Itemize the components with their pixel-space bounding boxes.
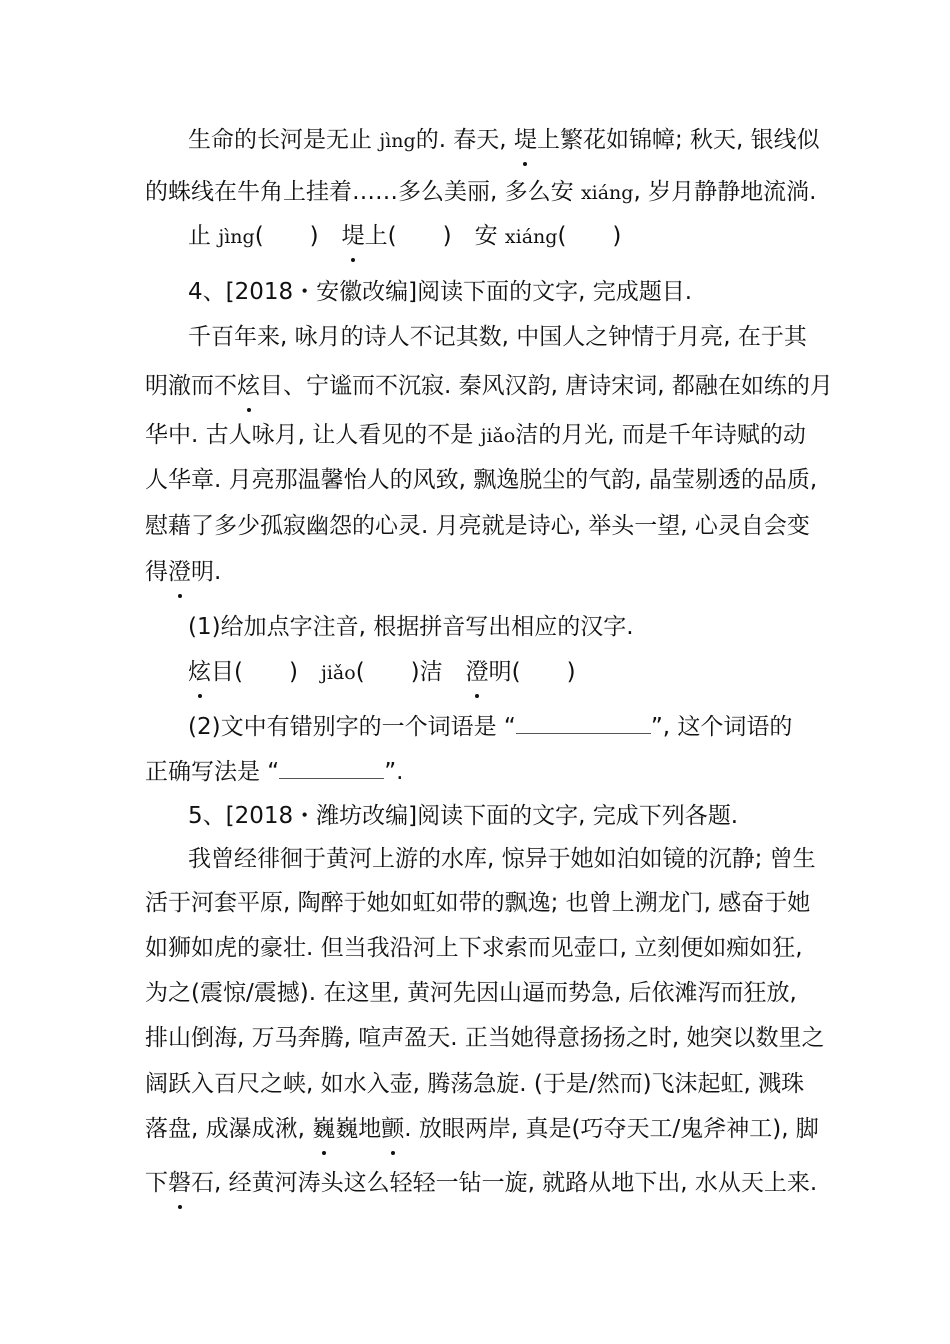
answer-blank[interactable]: ( ) [557, 223, 622, 249]
dotted-character: 炫 [188, 659, 211, 685]
dotted-character: 颤 [381, 1116, 405, 1142]
answer-line [188, 657, 576, 688]
dotted-character: 堤 [341, 223, 365, 249]
passage-line: 千百年来, 咏月的诗人不记其数, 中国人之钟情于月亮, 在于其 [188, 324, 807, 350]
dotted-character: 堤 [513, 127, 537, 153]
text: 洁的月光, 而是千年诗赋的动 [515, 422, 806, 448]
answer-blank[interactable]: 上( ) 安 [364, 223, 505, 249]
passage-line: 人华章. 月亮那温馨怡人的风致, 飘逸脱尘的气韵, 晶莹剔透的品质, [145, 467, 818, 493]
question-heading: 4、[2018・安徽改编]阅读下面的文字, 完成题目. [188, 279, 693, 305]
passage-line [145, 557, 221, 587]
dotted-character: 炫 [237, 373, 260, 399]
question-heading: 5、[2018・潍坊改编]阅读下面的文字, 完成下列各题. [188, 803, 739, 829]
passage-line [188, 125, 820, 156]
text: , 岁月静静地流淌. [633, 179, 817, 205]
passage-line [145, 371, 833, 401]
dotted-character: 巍 [312, 1116, 336, 1142]
answer-blank[interactable]: ( ) [254, 223, 342, 249]
dotted-character: 澄 [168, 559, 191, 585]
text: 得 [145, 559, 168, 585]
dotted-character: 磐 [168, 1170, 191, 1196]
text: 明. [191, 559, 222, 585]
fill-blank[interactable] [516, 715, 651, 734]
pinyin: xiáng [580, 182, 634, 204]
dotted-character: 澄 [465, 659, 489, 685]
sub-question [145, 757, 403, 787]
passage-line: 活于河套平原, 陶醉于她如虹如带的飘逸; 也曾上溯龙门, 感奋于她 [145, 890, 811, 916]
text: 的蛛线在牛角上挂着……多么美丽, 多么安 [145, 179, 581, 205]
answer-blank[interactable]: 目( ) [211, 659, 321, 685]
text: 正确写法是 “ [145, 759, 280, 785]
sub-question: (1)给加点字注音, 根据拼音写出相应的汉字. [188, 614, 634, 640]
pinyin: jiǎo [480, 425, 516, 447]
text: 生命的长河是无止 [188, 127, 380, 153]
answer-blank[interactable]: 明( ) [488, 659, 576, 685]
text: 巍地 [335, 1116, 382, 1142]
fill-blank[interactable] [279, 760, 384, 779]
text: 止 [188, 223, 219, 249]
passage-line: 我曾经徘徊于黄河上游的水库, 惊异于她如泊如镜的沉静; 曾生 [188, 846, 816, 872]
pinyin: xiáng [504, 226, 558, 248]
text: 的. 春天, [415, 127, 514, 153]
pinyin: jiǎo [320, 662, 356, 684]
passage-line [145, 177, 816, 208]
passage-line: 慰藉了多少孤寂幽怨的心灵. 月亮就是诗心, 举头一望, 心灵自会变 [145, 513, 810, 539]
answer-line [188, 221, 621, 252]
text: 华中. 古人咏月, 让人看见的不是 [145, 422, 481, 448]
passage-line [145, 1168, 817, 1198]
text: (2)文中有错别字的一个词语是 “ [188, 714, 516, 740]
text: 目、宁谧而不沉寂. 秦风汉韵, 唐诗宋词, 都融在如练的月 [260, 373, 833, 399]
text: ”, 这个词语的 [650, 714, 793, 740]
passage-line: 为之(震惊/震撼). 在这里, 黄河先因山逼而势急, 后依滩泻而狂放, [145, 980, 797, 1006]
passage-line: 阔跃入百尺之峡, 如水入壶, 腾荡急旋. (于是/然而)飞沫起虹, 溅珠 [145, 1071, 805, 1097]
text: 下 [145, 1170, 168, 1196]
passage-line [145, 420, 806, 451]
pinyin: jìng [218, 226, 255, 248]
text: ”. [384, 759, 404, 785]
text: 上繁花如锦幛; 秋天, 银线似 [536, 127, 820, 153]
text: 明澈而不 [145, 373, 237, 399]
text: . 放眼两岸, 真是(巧夺天工/鬼斧神工), 脚 [404, 1116, 819, 1142]
passage-line: 如狮如虎的豪壮. 但当我沿河上下求索而见壶口, 立刻便如痴如狂, [145, 935, 803, 961]
passage-line [145, 1114, 819, 1144]
answer-blank[interactable]: ( )洁 [355, 659, 466, 685]
pinyin: jìng [379, 130, 416, 152]
passage-line: 排山倒海, 万马奔腾, 喧声盈天. 正当她得意扬扬之时, 她突以数里之 [145, 1025, 825, 1051]
text: 落盘, 成瀑成湫, [145, 1116, 313, 1142]
text: 石, 经黄河涛头这么轻轻一钻一旋, 就路从地下出, 水从天上来. [191, 1170, 818, 1196]
sub-question [188, 712, 792, 742]
